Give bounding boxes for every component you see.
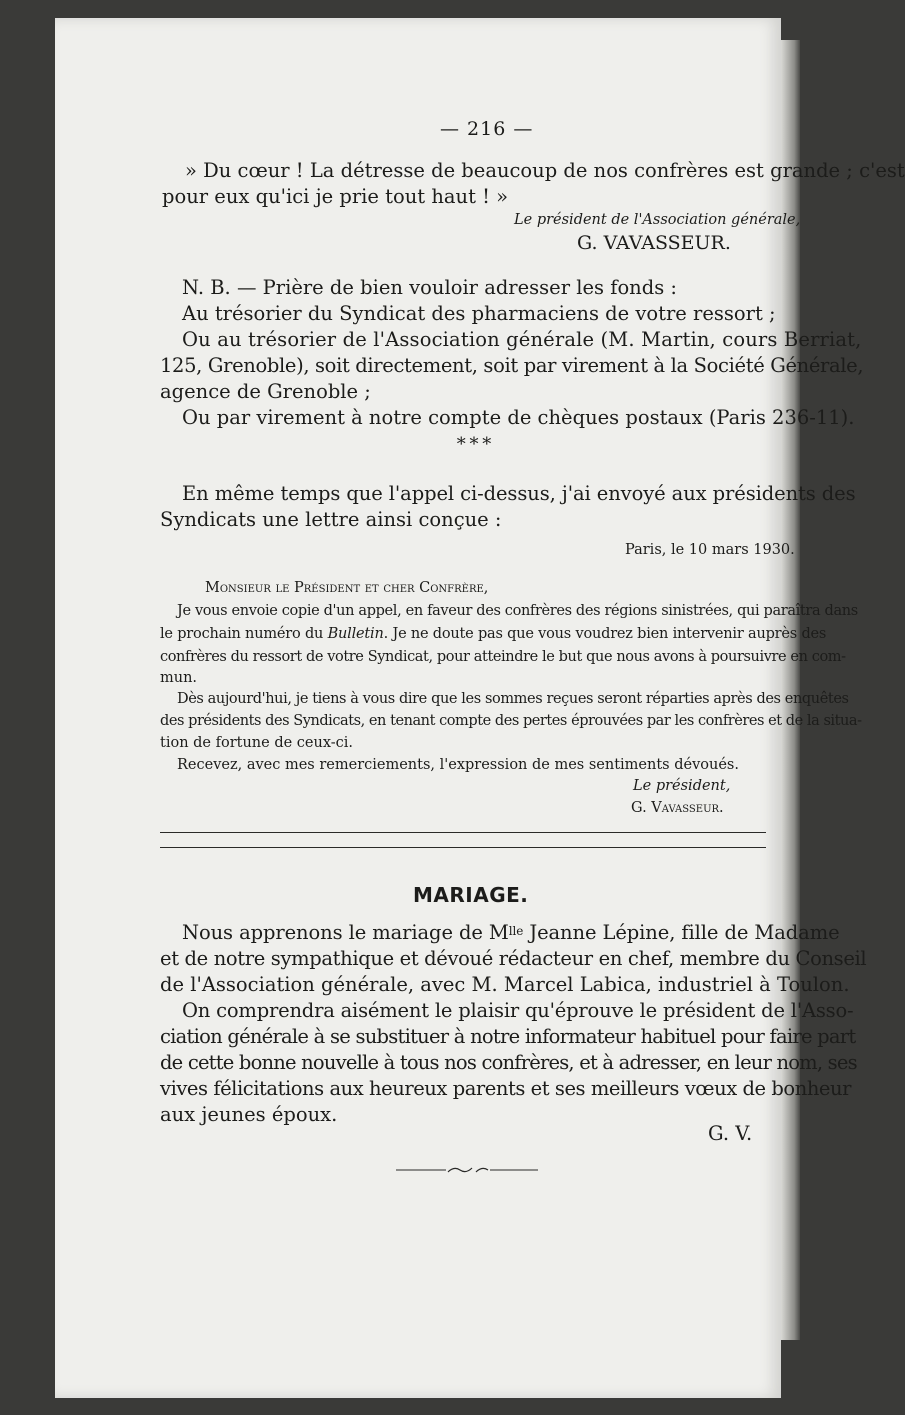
letter-p1-line-3: confrères du ressort de votre Syndicat, pour atteindre le but que nous avons à poursuivre en com- — [160, 649, 846, 665]
mariage-p2-line-2: ciation générale à se substituer à notre informateur habituel pour faire part — [160, 1025, 856, 1048]
letter-p1-line-2c: . Je ne doute pas que vous voudrez bien intervenir auprès des — [383, 626, 827, 642]
intro-line-1: » Du cœur ! La détresse de beaucoup de nos confrères est grande ; c'est — [185, 159, 905, 182]
intro-signature-role: Le président de l'Association générale, — [514, 212, 801, 228]
nb-line-4: 125, Grenoble), soit directement, soit par virement à la Société Générale, — [160, 354, 864, 377]
letter-intro-line-1: En même temps que l'appel ci-dessus, j'ai envoyé aux présidents des — [182, 482, 856, 505]
nb-line-1: N. B. — Prière de bien vouloir adresser les fonds : — [182, 276, 678, 299]
mariage-p1-line-1 — [182, 920, 840, 946]
letter-p2-line-2: des présidents des Syndicats, en tenant compte des pertes éprouvées par les confrères et de la situa- — [160, 713, 862, 729]
nb-line-6: Ou par virement à notre compte de chèques postaux (Paris 236-11). — [182, 406, 855, 429]
letter-p3-line-1: Recevez, avec mes remerciements, l'expression de mes sentiments dévoués. — [177, 757, 739, 773]
letter-salutation: Monsieur le Président et cher Confrère, — [205, 580, 489, 596]
mariage-p2-line-5: aux jeunes époux. — [160, 1103, 338, 1126]
mariage-p1-line-2: et de notre sympathique et dévoué rédacteur en chef, membre du Conseil — [160, 947, 867, 970]
nb-line-5: agence de Grenoble ; — [160, 380, 371, 403]
letter-p1-line-2 — [160, 624, 826, 645]
mariage-p1-line-1b: Jeanne Lépine, fille de Madame — [523, 921, 840, 944]
page-number: — 216 — — [440, 118, 534, 140]
end-ornament — [396, 1164, 538, 1176]
separator-stars-text: * * * — [456, 434, 492, 455]
letter-p2-line-3: tion de fortune de ceux-ci. — [160, 735, 354, 751]
letter-p2-line-1: Dès aujourd'hui, je tiens à vous dire que les sommes reçues seront réparties après des enquêtes — [177, 691, 849, 707]
intro-signature-name: G. VAVASSEUR. — [577, 232, 731, 254]
letter-p1-line-2a: le prochain numéro du — [160, 626, 328, 642]
mariage-p1-line-1a: Nous apprenons le mariage de M — [182, 921, 509, 944]
separator-rule-bottom — [160, 847, 766, 848]
letter-sign-role: Le président, — [633, 778, 731, 794]
mariage-sup: lle — [508, 924, 524, 938]
letter-date: Paris, le 10 mars 1930. — [625, 542, 795, 558]
letter-p1-line-1: Je vous envoie copie d'un appel, en faveur des confrères des régions sinistrées, qui paraîtra dans — [177, 603, 858, 619]
separator-stars — [456, 434, 492, 455]
letter-bulletin-title: Bulletin — [327, 626, 384, 642]
separator-rule-top — [160, 832, 766, 833]
mariage-p1-line-3: de l'Association générale, avec M. Marcel Labica, industriel à Toulon. — [160, 973, 850, 996]
nb-line-3: Ou au trésorier de l'Association générale (M. Martin, cours Berriat, — [182, 328, 862, 351]
mariage-initials: G. V. — [708, 1122, 753, 1145]
letter-p1-line-4: mun. — [160, 670, 198, 686]
mariage-p2-line-4: vives félicitations aux heureux parents et ses meilleurs vœux de bonheur — [160, 1077, 851, 1100]
intro-line-2: pour eux qu'ici je prie tout haut ! » — [162, 185, 509, 208]
letter-intro-line-2: Syndicats une lettre ainsi conçue : — [160, 508, 502, 531]
mariage-p2-line-3: de cette bonne nouvelle à tous nos confrères, et à adresser, en leur nom, ses — [160, 1051, 857, 1074]
nb-line-2: Au trésorier du Syndicat des pharmaciens de votre ressort ; — [182, 302, 776, 325]
mariage-p2-line-1: On comprendra aisément le plaisir qu'éprouve le président de l'Asso- — [182, 999, 854, 1022]
section-heading-mariage: MARIAGE. — [413, 883, 529, 907]
letter-sign-name: G. Vavasseur. — [631, 800, 724, 816]
